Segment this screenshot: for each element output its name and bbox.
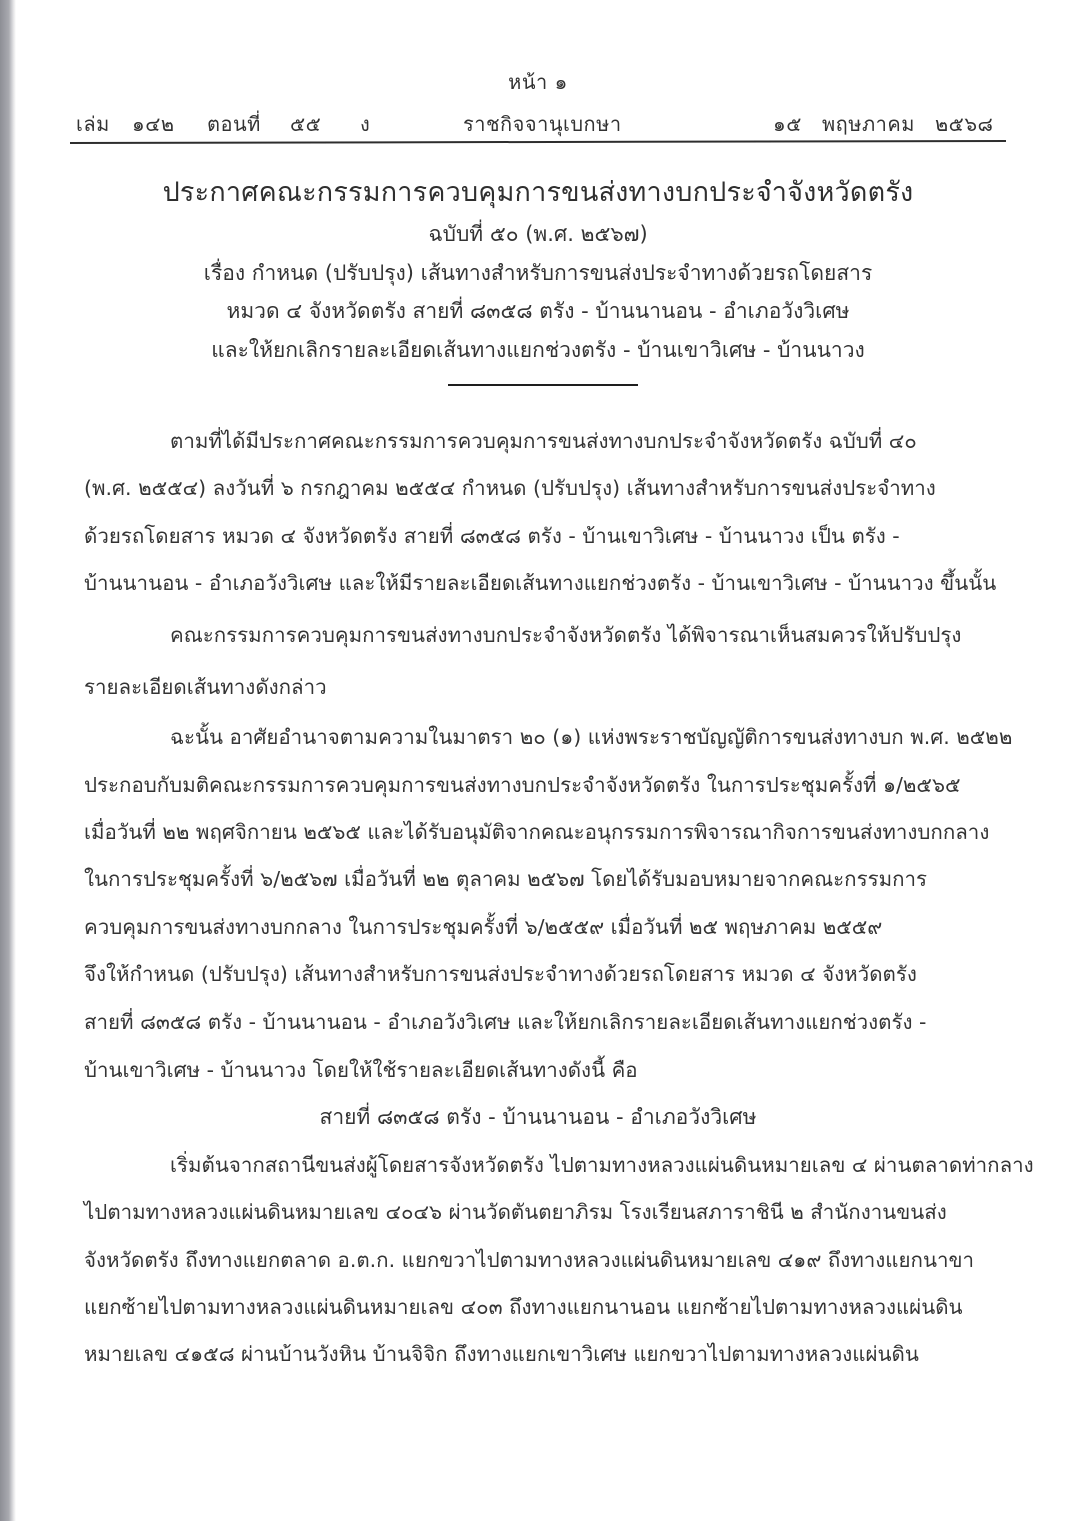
volume-label: เล่ม (76, 112, 110, 136)
paragraph-line: ตามที่ได้มีประกาศคณะกรรมการควบคุมการขนส่งทางบกประจำจังหวัดตรัง ฉบับที่ ๔๐ (170, 429, 917, 453)
route-line: หมายเลข ๔๑๕๘ ผ่านบ้านวังหิน บ้านจิจิก ถึงทางแยกเขาวิเศษ แยกขวาไปตามทางหลวงแผ่นดิน (84, 1342, 919, 1366)
paragraph-line: บ้านเขาวิเศษ - บ้านนาวง โดยให้ใช้รายละเอียดเส้นทางดังนี้ คือ (84, 1058, 638, 1082)
subject-line: หมวด ๔ จังหวัดตรัง สายที่ ๘๓๕๘ ตรัง - บ้านนานอน - อำเภอวังวิเศษ (226, 299, 850, 323)
paragraph-line: ในการประชุมครั้งที่ ๖/๒๕๖๗ เมื่อวันที่ ๒๒ ตุลาคม ๒๕๖๗ โดยได้รับมอบหมายจากคณะกรรมการ (84, 867, 928, 891)
header-rule (70, 140, 1006, 144)
document-issue: ฉบับที่ ๕๐ (พ.ศ. ๒๕๖๗) (428, 222, 648, 246)
section-label: ตอนที่ (207, 112, 261, 136)
subject-line: และให้ยกเลิกรายละเอียดเส้นทางแยกช่วงตรัง - บ้านเขาวิเศษ - บ้านนาวง (211, 338, 865, 362)
paragraph-line: (พ.ศ. ๒๕๕๔) ลงวันที่ ๖ กรกฎาคม ๒๕๕๔ กำหนด (ปรับปรุง) เส้นทางสำหรับการขนส่งประจำทาง (84, 476, 936, 500)
paragraph-line: ควบคุมการขนส่งทางบกกลาง ในการประชุมครั้งที่ ๖/๒๕๕๙ เมื่อวันที่ ๒๕ พฤษภาคม ๒๕๕๙ (84, 915, 883, 939)
gazette-name: ราชกิจจานุเบกษา (463, 112, 622, 136)
route-line: แยกซ้ายไปตามทางหลวงแผ่นดินหมายเลข ๔๐๓ ถึงทางแยกนานอน แยกซ้ายไปตามทางหลวงแผ่นดิน (84, 1295, 963, 1319)
volume-number: ๑๔๒ (132, 112, 175, 136)
paragraph-line: รายละเอียดเส้นทางดังกล่าว (84, 675, 327, 699)
date-month: พฤษภาคม (822, 112, 915, 136)
section-number: ๕๕ (290, 112, 322, 136)
route-line: เริ่มต้นจากสถานีขนส่งผู้โดยสารจังหวัดตรัง ไปตามทางหลวงแผ่นดินหมายเลข ๔ ผ่านตลาดท่ากลาง (170, 1153, 1034, 1177)
date-day: ๑๕ (773, 112, 802, 136)
paragraph-line: ประกอบกับมติคณะกรรมการควบคุมการขนส่งทางบกประจำจังหวัดตรัง ในการประชุมครั้งที่ ๑/๒๕๖๕ (84, 773, 961, 797)
page-number: หน้า ๑ (508, 70, 568, 94)
paragraph-line: เมื่อวันที่ ๒๒ พฤศจิกายน ๒๕๖๕ และได้รับอนุมัติจากคณะอนุกรรมการพิจารณากิจการขนส่งทางบกกลาง (84, 820, 990, 844)
paragraph-line: สายที่ ๘๓๕๘ ตรัง - บ้านนานอน - อำเภอวังวิเศษ และให้ยกเลิกรายละเอียดเส้นทางแยกช่วงตรัง - (84, 1010, 927, 1034)
route-heading: สายที่ ๘๓๕๘ ตรัง - บ้านนานอน - อำเภอวังวิเศษ (319, 1105, 757, 1129)
paragraph-line: คณะกรรมการควบคุมการขนส่งทางบกประจำจังหวัดตรัง ได้พิจารณาเห็นสมควรให้ปรับปรุง (170, 623, 962, 647)
title-divider (448, 384, 638, 386)
route-line: จังหวัดตรัง ถึงทางแยกตลาด อ.ต.ก. แยกขวาไปตามทางหลวงแผ่นดินหมายเลข ๔๑๙ ถึงทางแยกนาขา (84, 1248, 974, 1272)
paragraph-line: บ้านนานอน - อำเภอวังวิเศษ และให้มีรายละเอียดเส้นทางแยกช่วงตรัง - บ้านเขาวิเศษ - บ้านนาวง ขึ้นนั้น (84, 571, 997, 595)
route-line: ไปตามทางหลวงแผ่นดินหมายเลข ๔๐๔๖ ผ่านวัดตันตยาภิรม โรงเรียนสภาราชินี ๒ สำนักงานขนส่ง (84, 1200, 947, 1224)
paragraph-line: ด้วยรถโดยสาร หมวด ๔ จังหวัดตรัง สายที่ ๘๓๕๘ ตรัง - บ้านเขาวิเศษ - บ้านนาวง เป็น ตรัง - (84, 524, 900, 548)
date-year: ๒๕๖๘ (935, 112, 994, 136)
subject-line: เรื่อง กำหนด (ปรับปรุง) เส้นทางสำหรับการขนส่งประจำทางด้วยรถโดยสาร (203, 261, 873, 285)
document-title: ประกาศคณะกรรมการควบคุมการขนส่งทางบกประจำจังหวัดตรัง (162, 177, 914, 208)
section-type: ง (360, 112, 371, 136)
paragraph-line: จึงให้กำหนด (ปรับปรุง) เส้นทางสำหรับการขนส่งประจำทางด้วยรถโดยสาร หมวด ๔ จังหวัดตรัง (84, 962, 917, 986)
paragraph-line: ฉะนั้น อาศัยอำนาจตามความในมาตรา ๒๐ (๑) แห่งพระราชบัญญัติการขนส่งทางบก พ.ศ. ๒๕๒๒ (170, 725, 1013, 749)
